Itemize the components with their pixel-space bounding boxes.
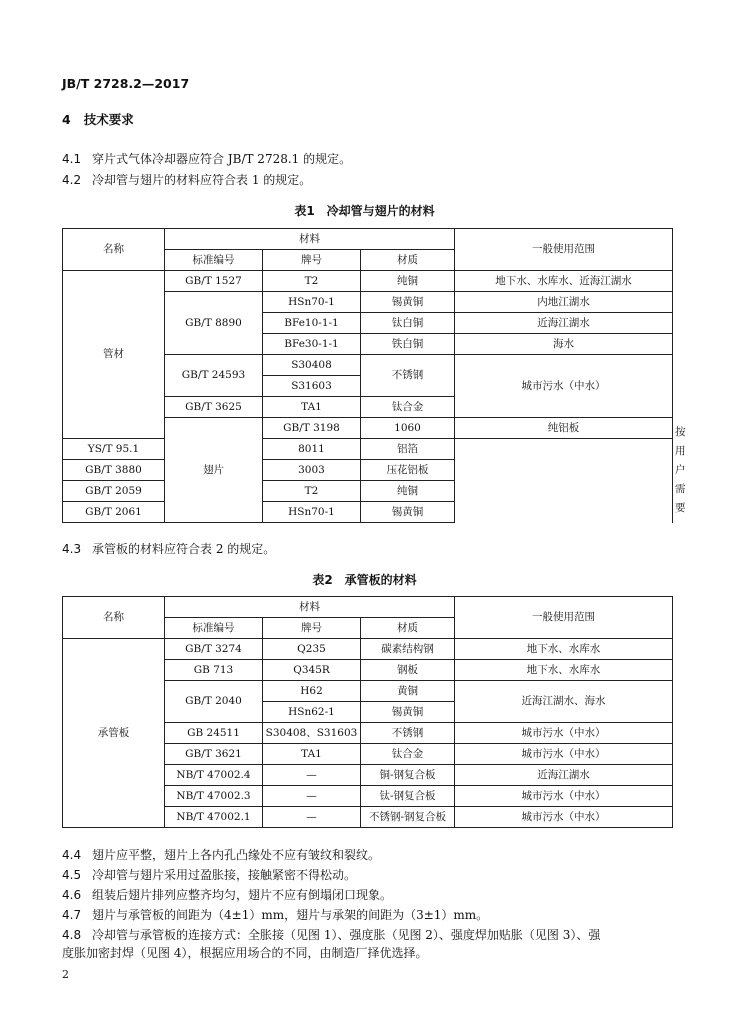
clause-4-8: 4.8 冷却管与承管板的连接方式：全胀接（见图 1）、强度胀（见图 2）、强度焊加贴胀（见图 3）、强 xyxy=(62,928,601,942)
cell-range: 地下水、水库水 xyxy=(455,660,673,681)
table2-caption: 表2 承管板的材料 xyxy=(312,573,417,587)
cell-range: 近海江湖水、海水 xyxy=(455,681,673,723)
table1-header-quality: 材质 xyxy=(361,250,455,271)
cell-material: 钛白铜 xyxy=(361,313,455,334)
table2-header-range: 一般使用范围 xyxy=(455,597,673,639)
cell-std: GB/T 2059 xyxy=(63,481,165,502)
table1-header-grade: 牌号 xyxy=(263,250,361,271)
cell-grade: S30408、S31603 xyxy=(263,723,361,744)
cell-grade: TA1 xyxy=(263,744,361,765)
cell-range: 近海江湖水 xyxy=(455,765,673,786)
clause-4-4: 4.4 翅片应平整，翅片上各内孔凸缘处不应有皱纹和裂纹。 xyxy=(62,848,381,862)
cell-material: 锡黄铜 xyxy=(361,702,455,723)
cell-grade: Q345R xyxy=(263,660,361,681)
cell-grade: T2 xyxy=(263,271,361,292)
cell-material: 纯铝板 xyxy=(455,418,673,439)
table1-caption: 表1 冷却管与翅片的材料 xyxy=(294,204,435,218)
cell-std: GB/T 2061 xyxy=(63,502,165,523)
cell-material: 碳素结构钢 xyxy=(361,639,455,660)
cell-range: 城市污水（中水） xyxy=(455,786,673,807)
cell-range: 近海江湖水 xyxy=(455,313,673,334)
cell-range: 城市污水（中水） xyxy=(455,723,673,744)
cell-std: YS/T 95.1 xyxy=(63,439,165,460)
cell-grade: — xyxy=(263,786,361,807)
cell-grade: HSn70-1 xyxy=(263,292,361,313)
cell-range: 海水 xyxy=(455,334,673,355)
cell-grade: TA1 xyxy=(263,397,361,418)
cell-material: 压花铝板 xyxy=(361,460,455,481)
table1-header-name: 名称 xyxy=(63,229,165,271)
table1-header-material: 材料 xyxy=(165,229,455,250)
cell-material: 纯铜 xyxy=(361,271,455,292)
table2-header-grade: 牌号 xyxy=(263,618,361,639)
table2-header-material: 材料 xyxy=(165,597,455,618)
cell-grade: S30408 xyxy=(263,355,361,376)
cell-std: GB/T 3625 xyxy=(165,397,263,418)
table-row xyxy=(63,271,673,292)
cell-material: 铝箔 xyxy=(361,439,455,460)
table-row xyxy=(63,460,673,481)
cell-grade: H62 xyxy=(263,681,361,702)
cell-material: 黄铜 xyxy=(361,681,455,702)
table1-group-fin: 翅片 xyxy=(165,418,263,523)
document-code: JB/T 2728.2—2017 xyxy=(62,76,190,91)
cell-grade: 3003 xyxy=(263,460,361,481)
cell-grade: HSn70-1 xyxy=(263,502,361,523)
cell-std: NB/T 47002.3 xyxy=(165,786,263,807)
table-row xyxy=(63,481,673,502)
cell-std: GB/T 3198 xyxy=(263,418,361,439)
clause-4-5: 4.5 冷却管与翅片采用过盈胀接，接触紧密不得松动。 xyxy=(62,868,357,882)
cell-material: 不锈钢-钢复合板 xyxy=(361,807,455,828)
cell-std: NB/T 47002.1 xyxy=(165,807,263,828)
cell-material: 钛合金 xyxy=(361,744,455,765)
clause-4-6: 4.6 组装后翅片排列应整齐均匀，翅片不应有倒塌闭口现象。 xyxy=(62,888,393,902)
table-row: 翅片 GB/T 3198 1060 纯铝板 按用户需要 xyxy=(63,418,673,439)
cell-grade: 8011 xyxy=(263,439,361,460)
cell-range: 内地江湖水 xyxy=(455,292,673,313)
table2-header-std: 标准编号 xyxy=(165,618,263,639)
cell-grade: — xyxy=(263,807,361,828)
clause-4-7: 4.7 翅片与承管板的间距为（4±1）mm，翅片与承架的间距为（3±1）mm。 xyxy=(62,908,489,922)
table1-header-std: 标准编号 xyxy=(165,250,263,271)
clause-4-8-continued: 度胀加密封焊（见图 4），根据应用场合的不同，由制造厂择优选择。 xyxy=(62,946,428,960)
cell-material: 铁白铜 xyxy=(361,334,455,355)
table2-group: 承管板 xyxy=(63,639,165,828)
cell-grade: 1060 xyxy=(361,418,455,439)
cell-std: GB/T 3621 xyxy=(165,744,263,765)
cell-material: 钛合金 xyxy=(361,397,455,418)
clause-4-1: 4.1 穿片式气体冷却器应符合 JB/T 2728.1 的规定。 xyxy=(62,152,352,166)
cell-std: NB/T 47002.4 xyxy=(165,765,263,786)
cell-material: 钢板 xyxy=(361,660,455,681)
cell-material: 锡黄铜 xyxy=(361,502,455,523)
cell-range: 城市污水（中水） xyxy=(455,744,673,765)
cell-grade: — xyxy=(263,765,361,786)
section-number: 4 xyxy=(62,112,71,127)
cell-std: GB/T 2040 xyxy=(165,681,263,723)
section-heading xyxy=(62,110,134,128)
cell-grade: S31603 xyxy=(263,376,361,397)
cell-grade: Q235 xyxy=(263,639,361,660)
cell-range: 城市污水（中水） xyxy=(455,355,673,418)
clause-4-3: 4.3 承管板的材料应符合表 2 的规定。 xyxy=(62,542,276,556)
table1-group-tube: 管材 xyxy=(63,271,165,439)
cell-material: 锡黄铜 xyxy=(361,292,455,313)
cell-material: 钛-钢复合板 xyxy=(361,786,455,807)
section-title: 技术要求 xyxy=(83,112,134,127)
cell-std: GB/T 1527 xyxy=(165,271,263,292)
cell-grade: T2 xyxy=(263,481,361,502)
cell-range: 城市污水（中水） xyxy=(455,807,673,828)
cell-range: 地下水、水库水、近海江湖水 xyxy=(455,271,673,292)
table-row xyxy=(63,639,673,660)
table2-header-name: 名称 xyxy=(63,597,165,639)
cell-std: GB 713 xyxy=(165,660,263,681)
cell-std: GB/T 3880 xyxy=(63,460,165,481)
cell-material: 铜-钢复合板 xyxy=(361,765,455,786)
cell-material: 纯铜 xyxy=(361,481,455,502)
table1 xyxy=(62,228,686,523)
cell-grade: BFe30-1-1 xyxy=(263,334,361,355)
table2 xyxy=(62,596,673,828)
table-row xyxy=(63,439,673,460)
cell-std: GB/T 8890 xyxy=(165,292,263,355)
cell-std: GB/T 24593 xyxy=(165,355,263,397)
cell-grade: BFe10-1-1 xyxy=(263,313,361,334)
cell-range: 地下水、水库水 xyxy=(455,639,673,660)
cell-material: 不锈钢 xyxy=(361,355,455,397)
cell-material: 不锈钢 xyxy=(361,723,455,744)
cell-std: GB/T 3274 xyxy=(165,639,263,660)
table2-header-quality: 材质 xyxy=(361,618,455,639)
page-number: 2 xyxy=(62,968,69,981)
cell-grade: HSn62-1 xyxy=(263,702,361,723)
cell-std: GB 24511 xyxy=(165,723,263,744)
table1-header-range: 一般使用范围 xyxy=(455,229,673,271)
table-row xyxy=(63,502,673,523)
clause-4-2: 4.2 冷却管与翅片的材料应符合表 1 的规定。 xyxy=(62,173,312,187)
